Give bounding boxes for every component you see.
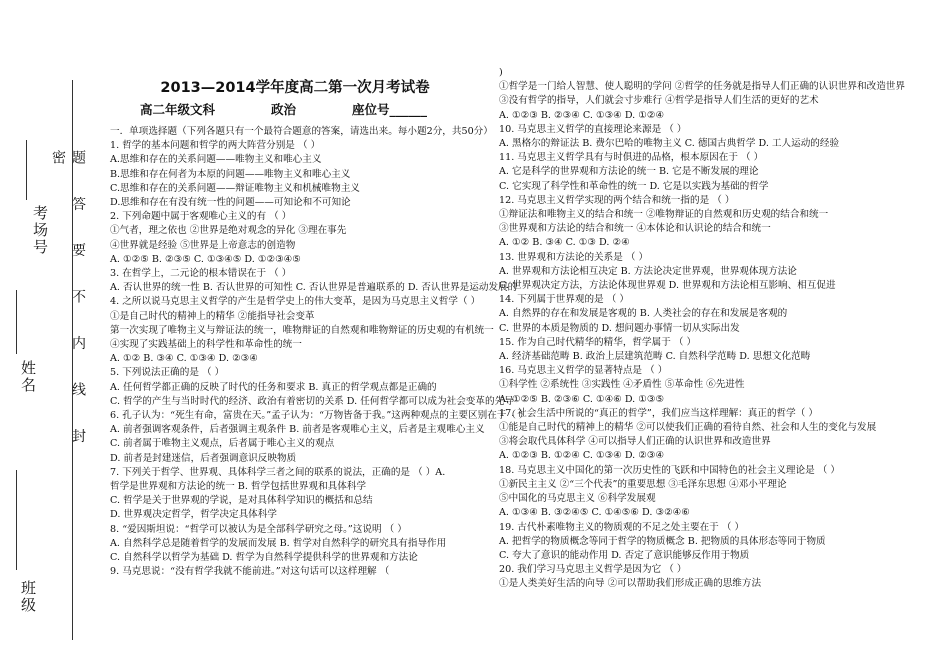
question-line: 2. 下列命题中属于客观唯心主义的有 （ ） xyxy=(110,211,292,223)
question-line: 8. “爱因斯坦说：“哲学可以被认为是全部科学研究之母。”这说明 （ ） xyxy=(110,523,407,535)
question-line: A. 前者强调客观条件，后者强调主观条件 B. 前者是客观唯心主义，后者是主观唯心主义 xyxy=(110,424,485,436)
question-line: C. 它实现了科学性和革命性的统一 D. 它是以实践为基础的哲学 xyxy=(499,180,769,192)
question-line: 16. 马克思主义哲学的显著特点是 （ ） xyxy=(499,365,668,377)
name-underline xyxy=(16,290,17,354)
question-line: ①哲学是一门给人智慧、使人聪明的学问 ②哲学的任务就是指导人们正确的认识世界和改造世界 xyxy=(499,81,905,93)
exam-room-label: 考场号 xyxy=(31,205,49,256)
question-line: A.思维和存在的关系问题——唯物主义和唯心主义 xyxy=(110,154,322,166)
binding-gutter xyxy=(0,0,86,658)
question-line: C. 哲学是关于世界观的学说，是对具体科学知识的概括和总结 xyxy=(110,495,373,507)
question-line: 12. 马克思主义哲学实现的两个结合和统一指的是 （ ） xyxy=(499,194,735,206)
subject-label: 政治 xyxy=(271,102,297,117)
question-line: 7. 下列关于哲学、世界观、具体科学三者之间的联系的说法，正确的是 （ ）A. xyxy=(110,466,446,478)
question-line: 5. 下列说法正确的是 （ ） xyxy=(110,367,225,379)
question-line: A. ①③④ B. ③②④⑤ C. ①④⑤⑥ D. ③②④⑥ xyxy=(499,507,690,519)
question-line: ①气者，理之依也 ②世界是绝对观念的异化 ③理在事先 xyxy=(110,225,347,237)
question-line: 11. 马克思主义哲学具有与时俱进的品格，根本原因在于 （ ） xyxy=(499,152,764,164)
no-answer-warning: 题 答 要 不 内 线 封 密 xyxy=(50,150,86,457)
question-line: A. 把哲学的物质概念等同于哲学的物质概念 B. 把物质的具体形态等同于物质 xyxy=(499,535,826,547)
question-line: C. 世界观决定方法，方法论体现世界观 D. 世界观和方法论相互影响、相互促进 xyxy=(499,280,836,292)
question-line: 3. 在哲学上，二元论的根本错误在于 （ ） xyxy=(110,268,292,280)
question-line: 第一次实现了唯物主义与辩证法的统一，唯物辩证的自然观和唯物辩证的历史观的有机统一 xyxy=(110,324,494,336)
question-line: A. 否认世界的统一性 B. 否认世界的可知性 C. 否认世界是普遍联系的 D. 否认世界是运动发展的 xyxy=(110,282,518,294)
question-line: ④实现了实践基础上的科学性和革命性的统一 xyxy=(110,339,302,351)
question-line: 17. 社会生活中所说的“真正的哲学”，我们应当这样理解：真正的哲学（ ） xyxy=(499,407,818,419)
question-line: A. 自然界的存在和发展是客观的 B. 人类社会的存在和发展是客观的 xyxy=(499,308,788,320)
exam-room-underline xyxy=(26,140,27,200)
question-line: ①新民主主义 ②“三个代表”的重要思想 ③毛泽东思想 ④邓小平理论 xyxy=(499,478,787,490)
question-line: ①辩证法和唯物主义的结合和统一 ②唯物辩证的自然观和历史观的结合和统一 xyxy=(499,209,829,221)
question-line: A. 它是科学的世界观和方法论的统一 B. 它是不断发展的理论 xyxy=(499,166,759,178)
question-line: D. 前者是封建迷信，后者强调意识反映物质 xyxy=(110,452,297,464)
class-label: 班级 xyxy=(19,580,37,614)
question-line: B.思维和存在何者为本原的问题——唯物主义和唯心主义 xyxy=(110,168,351,180)
question-line: C. 夸大了意识的能动作用 D. 否定了意识能够反作用于物质 xyxy=(499,549,750,561)
question-line: A. ①②⑤ B. ②③⑥ C. ①④⑥ D. ①③⑤ xyxy=(499,393,665,405)
question-line: ③没有哲学的指导，人们就会寸步难行 ④哲学是指导人们生活的更好的艺术 xyxy=(499,95,819,107)
question-line: ①能是自己时代的精神上的精华 ②可以使我们正确的看待自然、社会和人生的变化与发展 xyxy=(499,422,877,434)
question-line: ) xyxy=(499,67,503,78)
question-line: C. 前者属于唯物主义观点，后者属于唯心主义的观点 xyxy=(110,438,335,450)
question-line: ⑤中国化的马克思主义 ⑥科学发展观 xyxy=(499,493,656,505)
question-line: A. 经济基础范畴 B. 政治上层建筑范畴 C. 自然科学范畴 D. 思想文化范畴 xyxy=(499,351,811,363)
question-line: ④世界就是经验 ⑤世界是上帝意志的创造物 xyxy=(110,239,296,251)
question-line: A. ①② B. ③④ C. ①③ D. ②④ xyxy=(499,237,630,249)
question-line: 15. 作为自己时代精华的精华，哲学属于 （ ） xyxy=(499,336,697,348)
question-line: 一．单项选择题（下列各题只有一个最符合题意的答案，请选出来。每小题2分，共50分） xyxy=(110,126,493,137)
question-line: ③将会取代具体科学 ④可以指导人们正确的认识世界和改造世界 xyxy=(499,436,771,448)
question-line: A. 任何哲学都正确的反映了时代的任务和要求 B. 真正的哲学观点都是正确的 xyxy=(110,381,437,393)
question-line: 13. 世界观和方法论的关系是 （ ） xyxy=(499,251,649,263)
seat-number-label: 座位号______ xyxy=(352,102,428,117)
question-line: A. ①② B. ③④ C. ①③④ D. ②③④ xyxy=(110,353,258,365)
question-line: 1. 哲学的基本问题和哲学的两大阵营分别是 （ ） xyxy=(110,140,321,152)
exam-title: 2013—2014学年度高二第一次月考试卷 xyxy=(160,80,430,96)
question-line: ③世界观和方法论的结合和统一 ④本体论和认识论的结合和统一 xyxy=(499,223,771,235)
class-underline xyxy=(16,470,17,570)
right-column xyxy=(499,66,905,592)
left-column xyxy=(110,125,529,580)
question-line: 10. 马克思主义哲学的直接理论来源是 （ ） xyxy=(499,123,687,135)
question-line: C. 哲学的产生与当时时代的经济、政治有着密切的关系 D. 任何哲学都可以成为社会变革的先导 xyxy=(110,395,514,407)
question-line: A. ①②⑤ B. ②③⑤ C. ①③④⑤ D. ①②③④⑤ xyxy=(110,253,301,265)
question-line: ①是自己时代的精神上的精华 ②能指导社会变革 xyxy=(110,310,315,322)
question-line: D.思维和存在有没有统一性的问题——可知论和不可知论 xyxy=(110,197,351,209)
question-line: A. ①②③ B. ②③④ C. ①③④ D. ①②④ xyxy=(499,109,665,121)
question-line: A. 自然科学总是随着哲学的发展而发展 B. 哲学对自然科学的研究具有指导作用 xyxy=(110,537,447,549)
question-line: 9. 马克思说：“没有哲学我就不能前进。”对这句话可以这样理解 （ xyxy=(110,566,390,578)
question-line: 14. 下列属于世界观的是 （ ） xyxy=(499,294,629,306)
question-line: ①是人类美好生活的向导 ②可以帮助我们形成正确的思维方法 xyxy=(499,578,762,590)
name-label: 姓名 xyxy=(19,360,37,394)
question-line: 4. 之所以说马克思主义哲学的产生是哲学史上的伟大变革，是因为马克思主义哲学（ ） xyxy=(110,296,481,308)
grade-label: 高二年级文科 xyxy=(140,102,216,117)
question-line: 19. 古代朴素唯物主义的物质观的不足之处主要在于 （ ） xyxy=(499,521,745,533)
exam-subtitle xyxy=(140,100,460,118)
question-line: A. ①②③ B. ①②④ C. ①③④ D. ②③④ xyxy=(499,450,665,462)
question-line: ①科学性 ②系统性 ③实践性 ④矛盾性 ⑤革命性 ⑥先进性 xyxy=(499,379,745,391)
question-line: 20. 我们学习马克思主义哲学是因为它 （ ） xyxy=(499,564,687,576)
question-line: C.思维和存在的关系问题——辩证唯物主义和机械唯物主义 xyxy=(110,182,360,194)
question-line: 6. 孔子认为：“死生有命，富贵在天。”孟子认为：“万物皆备于我。”这两种观点的主要区别在于（ ） xyxy=(110,410,529,422)
question-line: D. 世界观决定哲学，哲学决定具体科学 xyxy=(110,509,277,521)
question-line: C. 世界的本质是物质的 D. 想问题办事情一切从实际出发 xyxy=(499,322,740,334)
question-line: A. 黑格尔的辩证法 B. 费尔巴哈的唯物主义 C. 德国古典哲学 D. 工人运动的经验 xyxy=(499,138,840,150)
question-line: C. 自然科学以哲学为基础 D. 哲学为自然科学提供科学的世界观和方法论 xyxy=(110,552,418,564)
question-line: 18. 马克思主义中国化的第一次历史性的飞跃和中国特色的社会主义理论是 （ ） xyxy=(499,464,840,476)
question-line: 哲学是世界观和方法论的统一 B. 哲学包括世界观和具体科学 xyxy=(110,481,367,493)
question-line: A. 世界观和方法论相互决定 B. 方法论决定世界观，世界观体现方法论 xyxy=(499,265,797,277)
